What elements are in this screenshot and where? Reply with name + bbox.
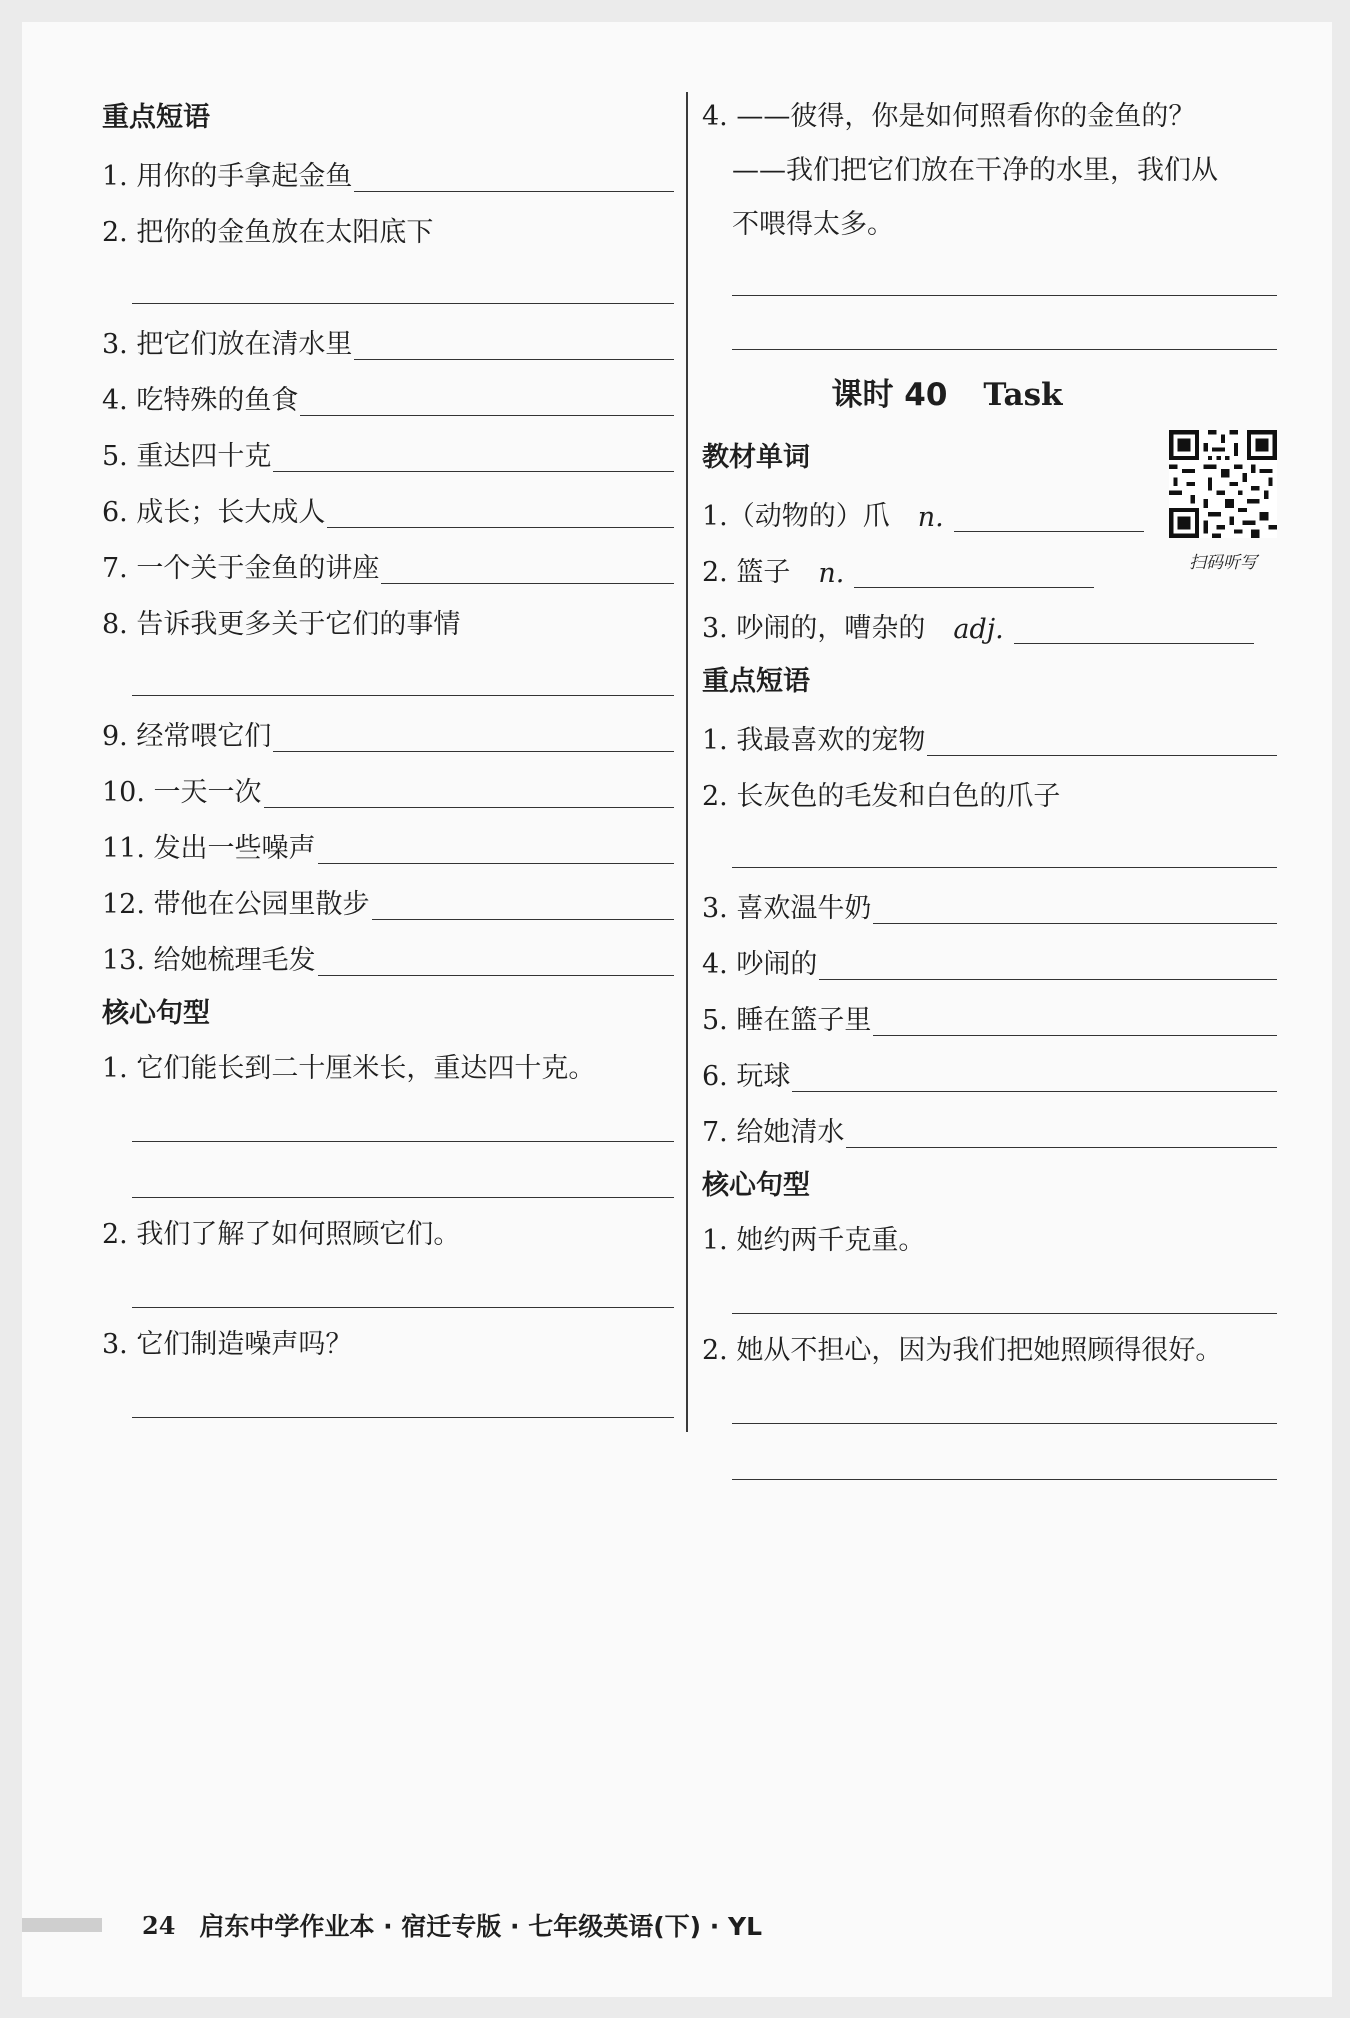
left-column xyxy=(102,90,674,1428)
answer-line[interactable] xyxy=(702,306,1277,360)
phrase-item: 1. 用你的手拿起金鱼 xyxy=(102,146,674,202)
sentence-item: 1. 她约两千克重。 xyxy=(702,1225,926,1256)
answer-blank[interactable] xyxy=(273,751,674,752)
section-heading-core-sentences: 核心句型 xyxy=(102,998,210,1029)
answer-blank[interactable] xyxy=(873,1035,1277,1036)
word-item: 2. 篮子 n. xyxy=(702,542,1277,598)
answer-blank[interactable] xyxy=(854,586,1094,588)
section-heading-key-phrases: 重点短语 xyxy=(102,102,210,133)
phrase-item: 6. 玩球 xyxy=(702,1046,1277,1102)
phrase-item: 4. 吃特殊的鱼食 xyxy=(102,370,674,426)
page-number: 24 xyxy=(142,1910,176,1940)
dialogue-question: 4. ——彼得，你是如何照看你的金鱼的？ xyxy=(702,101,1196,132)
word-item: 1.（动物的）爪 n. xyxy=(702,486,1277,542)
answer-blank[interactable] xyxy=(354,359,674,360)
qr-code-icon[interactable] xyxy=(1169,430,1277,538)
qr-code-block[interactable] xyxy=(1169,430,1277,573)
phrase-item: 9. 经常喂它们 xyxy=(102,706,674,762)
answer-blank[interactable] xyxy=(300,415,674,416)
answer-line[interactable] xyxy=(102,1262,674,1318)
phrase-item: 5. 重达四十克 xyxy=(102,426,674,482)
answer-line[interactable] xyxy=(102,1372,674,1428)
answer-line[interactable] xyxy=(702,1434,1277,1490)
answer-blank[interactable] xyxy=(927,755,1277,756)
answer-blank[interactable] xyxy=(354,191,674,192)
answer-blank[interactable] xyxy=(273,471,674,472)
answer-line[interactable] xyxy=(702,822,1277,878)
dialogue-answer: ——我们把它们放在干净的水里，我们从 xyxy=(732,155,1218,186)
phrase-item: 7. 一个关于金鱼的讲座 xyxy=(102,538,674,594)
answer-blank[interactable] xyxy=(318,975,674,976)
sentence-item: 3. 它们制造噪声吗？ xyxy=(102,1329,353,1360)
phrase-item: 3. 喜欢温牛奶 xyxy=(702,878,1277,934)
word-item: 3. 吵闹的，嘈杂的 adj. xyxy=(702,598,1277,654)
answer-blank[interactable] xyxy=(372,919,674,920)
phrase-item: 4. 吵闹的 xyxy=(702,934,1277,990)
dialogue-answer-continued: 不喂得太多。 xyxy=(732,209,894,240)
answer-line[interactable] xyxy=(702,1378,1277,1434)
book-title: 启东中学作业本 · 宿迁专版 · 七年级英语(下) · YL xyxy=(199,1912,763,1941)
answer-blank[interactable] xyxy=(327,527,674,528)
answer-blank[interactable] xyxy=(264,807,674,808)
answer-line[interactable] xyxy=(102,1152,674,1208)
answer-line[interactable] xyxy=(102,1096,674,1152)
page-footer xyxy=(22,1905,762,1945)
right-column xyxy=(702,90,1277,1490)
phrase-item: 8. 告诉我更多关于它们的事情 xyxy=(102,609,461,640)
phrase-item: 3. 把它们放在清水里 xyxy=(102,314,674,370)
phrase-item: 1. 我最喜欢的宠物 xyxy=(702,710,1277,766)
answer-blank[interactable] xyxy=(873,923,1277,924)
footer-bar xyxy=(22,1918,102,1932)
answer-blank[interactable] xyxy=(381,583,674,584)
phrase-item: 5. 睡在篮子里 xyxy=(702,990,1277,1046)
answer-blank[interactable] xyxy=(846,1147,1277,1148)
phrase-item: 6. 成长；长大成人 xyxy=(102,482,674,538)
answer-blank[interactable] xyxy=(792,1091,1277,1092)
section-heading-key-phrases: 重点短语 xyxy=(702,666,810,697)
answer-line[interactable] xyxy=(702,252,1277,306)
answer-blank[interactable] xyxy=(954,530,1144,532)
phrase-item: 10. 一天一次 xyxy=(102,762,674,818)
lesson-title: 课时 40 Task xyxy=(831,377,1063,413)
sentence-item: 1. 它们能长到二十厘米长，重达四十克。 xyxy=(102,1053,596,1084)
phrase-item: 2. 长灰色的毛发和白色的爪子 xyxy=(702,781,1061,812)
phrase-item: 7. 给她清水 xyxy=(702,1102,1277,1158)
phrase-item: 12. 带他在公园里散步 xyxy=(102,874,674,930)
answer-blank[interactable] xyxy=(819,979,1277,980)
phrase-item: 13. 给她梳理毛发 xyxy=(102,930,674,986)
sentence-item: 2. 我们了解了如何照顾它们。 xyxy=(102,1219,461,1250)
answer-blank[interactable] xyxy=(1014,642,1254,644)
answer-blank[interactable] xyxy=(318,863,674,864)
section-heading-textbook-words: 教材单词 xyxy=(702,442,810,473)
answer-line[interactable] xyxy=(102,258,674,314)
qr-caption: 扫码听写 xyxy=(1189,553,1257,573)
answer-line[interactable] xyxy=(102,650,674,706)
phrase-item: 2. 把你的金鱼放在太阳底下 xyxy=(102,217,434,248)
section-heading-core-sentences: 核心句型 xyxy=(702,1170,810,1201)
column-divider xyxy=(686,92,688,1432)
answer-line[interactable] xyxy=(702,1268,1277,1324)
phrase-item: 11. 发出一些噪声 xyxy=(102,818,674,874)
sentence-item: 2. 她从不担心，因为我们把她照顾得很好。 xyxy=(702,1335,1223,1366)
